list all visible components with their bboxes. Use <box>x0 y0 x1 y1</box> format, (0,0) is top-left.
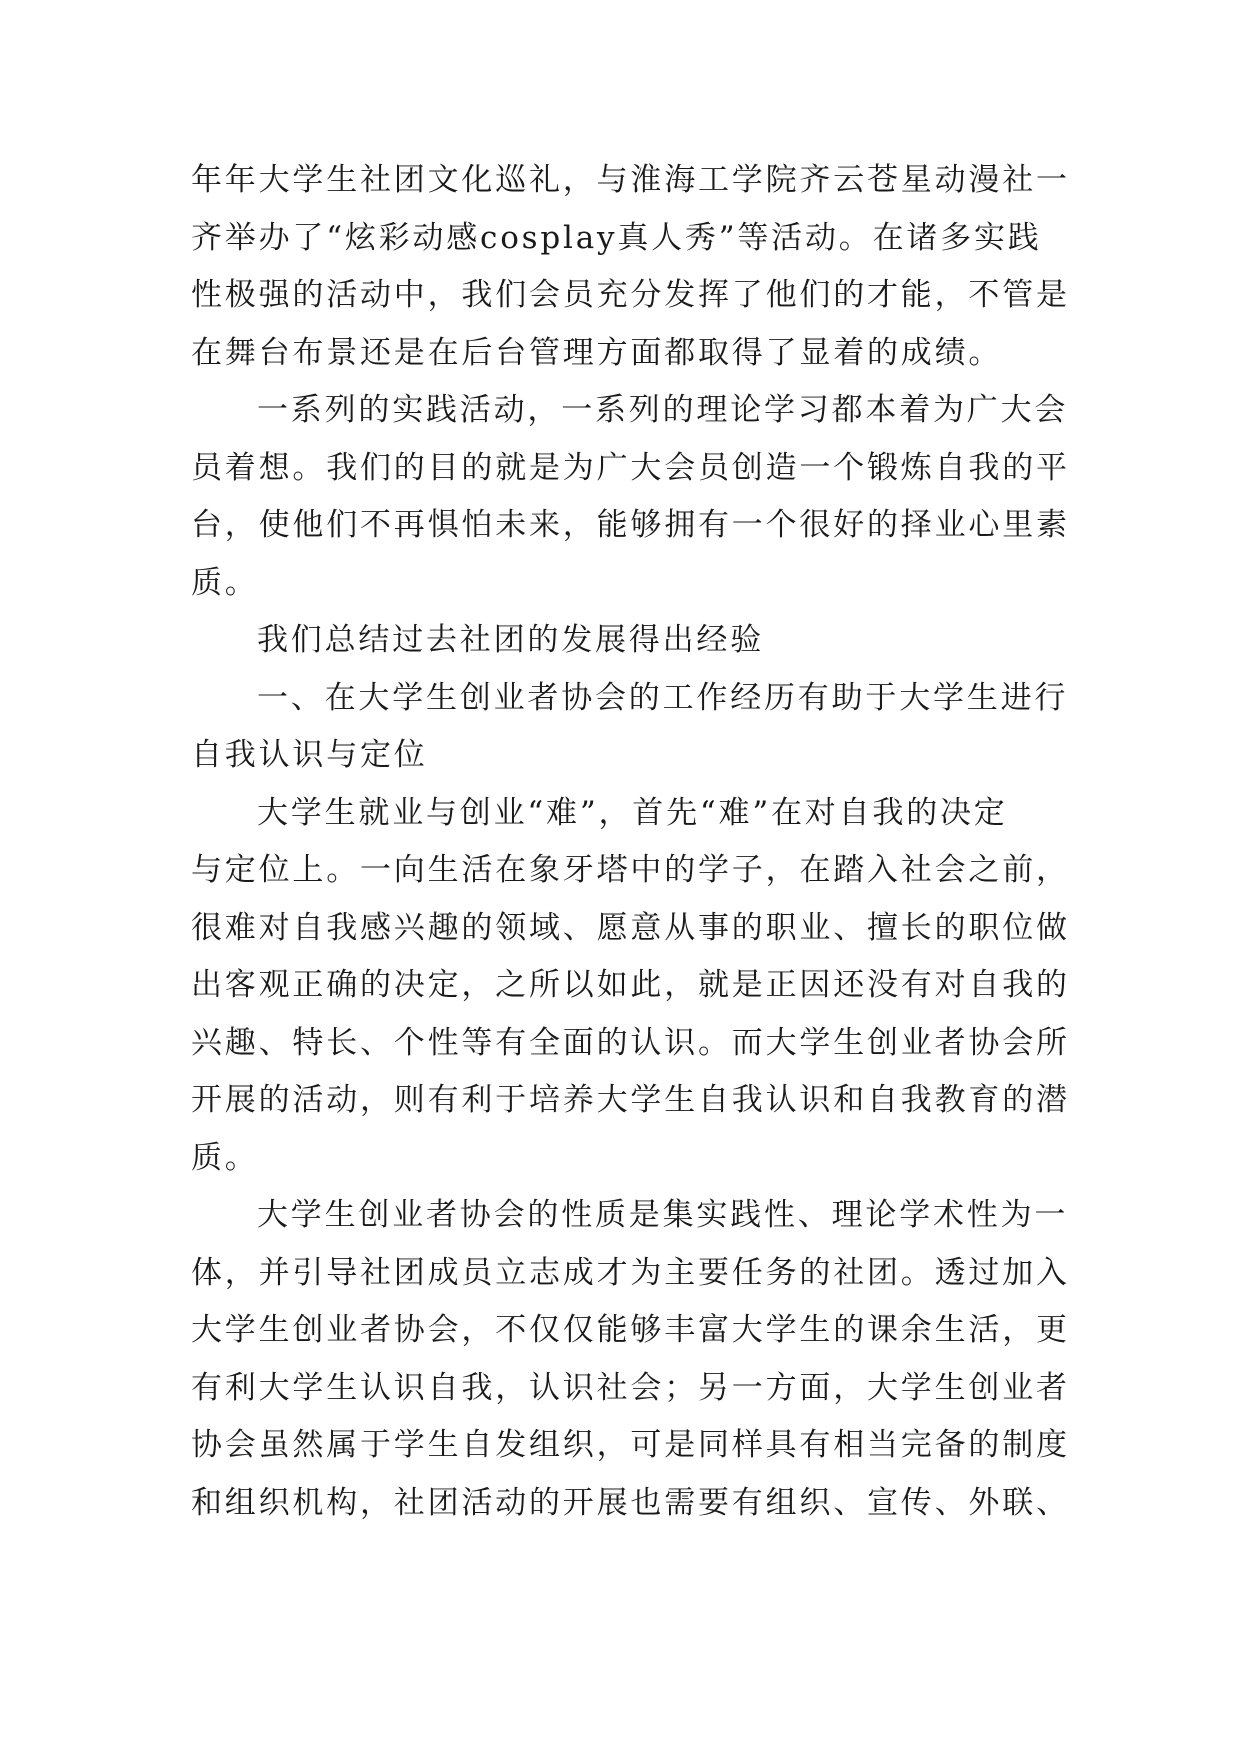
text-line: 性极强的活动中，我们会员充分发挥了他们的才能，不管是 <box>191 277 1070 313</box>
text-line: 在舞台布景还是在后台管理方面都取得了显着的成绩。 <box>191 334 1003 371</box>
text-line: 台，使他们不再惧怕未来，能够拥有一个很好的择业心里素 <box>191 507 1070 543</box>
text-line: 一、在大学生创业者协会的工作经历有助于大学生进行 <box>257 679 1069 716</box>
text-line: 大学生创业者协会，不仅仅能够丰富大学生的课余生活，更 <box>191 1312 1070 1348</box>
text-line: 一系列的实践活动，一系列的理论学习都本着为广大会 <box>257 392 1069 428</box>
text-line: 开展的活动，则有利于培养大学生自我认识和自我教育的潜 <box>191 1082 1070 1118</box>
text-line: 有利大学生认识自我，认识社会；另一方面，大学生创业者 <box>191 1369 1070 1406</box>
text-line: 大学生就业与创业“难”，首先“难”在对自我的决定 <box>257 794 1008 831</box>
text-line: 大学生创业者协会的性质是集实践性、理论学术性为一 <box>257 1197 1069 1233</box>
text-line: 自我认识与定位 <box>191 737 428 773</box>
text-line: 协会虽然属于学生自发组织，可是同样具有相当完备的制度 <box>191 1427 1070 1463</box>
text-line: 兴趣、特长、个性等有全面的认识。而大学生创业者协会所 <box>191 1024 1070 1061</box>
text-line: 和组织机构，社团活动的开展也需要有组织、宣传、外联、 <box>191 1484 1070 1521</box>
text-line: 质。 <box>191 564 259 601</box>
text-line: 质。 <box>191 1139 259 1176</box>
document-body <box>191 152 1071 1532</box>
text-line: 我们总结过去社团的发展得出经验 <box>257 622 764 658</box>
text-line: 年年大学生社团文化巡礼，与淮海工学院齐云苍星动漫社一 <box>191 162 1070 198</box>
text-line: 出客观正确的决定，之所以如此，就是正因还没有对自我的 <box>191 967 1070 1003</box>
text-line: 齐举办了“炫彩动感cosplay真人秀”等活动。在诸多实践 <box>191 219 1042 256</box>
text-line: 很难对自我感兴趣的领域、愿意从事的职业、擅长的职位做 <box>191 909 1070 946</box>
text-line: 员着想。我们的目的就是为广大会员创造一个锻炼自我的平 <box>191 449 1070 486</box>
text-line: 与定位上。一向生活在象牙塔中的学子，在踏入社会之前， <box>191 852 1070 888</box>
text-line: 体，并引导社团成员立志成才为主要任务的社团。透过加入 <box>191 1254 1070 1291</box>
